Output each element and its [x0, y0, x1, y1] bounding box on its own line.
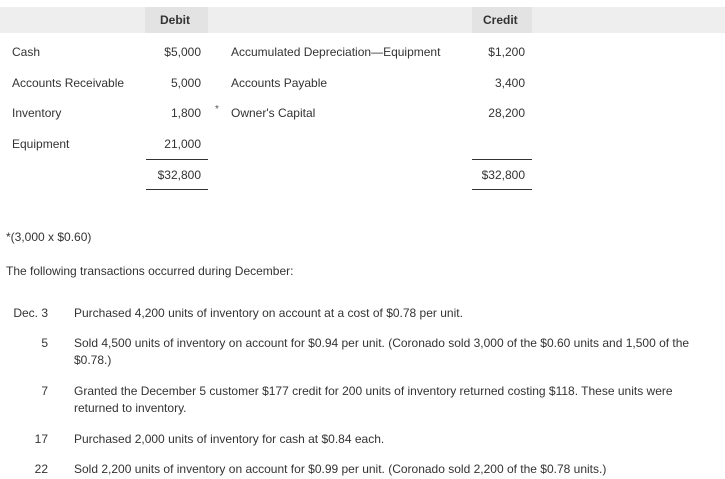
table-header-row	[0, 7, 725, 33]
transaction-text: Sold 2,200 units of inventory on account for $0.99 per unit. (Coronado sold 2,200 of the $0.78 units.)	[74, 462, 607, 476]
credit-total-rule-bottom	[472, 189, 532, 190]
footnote-marker: *	[215, 104, 219, 115]
credit-account-capital: Owner's Capital	[231, 106, 316, 120]
debit-amount-ar: 5,000	[170, 76, 201, 90]
transaction-text: Granted the December 5 customer $177 credit for 200 units of inventory returned costing $118. These units were returned to inventory.	[74, 384, 673, 415]
debit-amount-inventory: 1,800	[170, 106, 201, 120]
debit-amount-cash: $5,000	[164, 45, 201, 59]
credit-total: $32,800	[481, 168, 525, 182]
credit-total-rule-top	[472, 159, 532, 160]
debit-header: Debit	[160, 13, 190, 27]
debit-total-rule-bottom	[146, 189, 208, 190]
transaction-date: 22	[34, 462, 48, 476]
credit-amount-ap: 3,400	[494, 76, 525, 90]
credit-account-accum-dep: Accumulated Depreciation—Equipment	[231, 45, 441, 59]
credit-header: Credit	[483, 13, 518, 27]
transaction-date: 5	[41, 336, 48, 350]
transaction-date: Dec. 3	[13, 306, 48, 320]
debit-total: $32,800	[157, 168, 201, 182]
intro-text: The following transactions occurred during December:	[6, 264, 294, 278]
debit-amount-equipment: 21,000	[164, 137, 201, 151]
credit-amount-accum-dep: $1,200	[488, 45, 525, 59]
debit-account-inventory: Inventory	[12, 106, 62, 120]
footnote: *(3,000 x $0.60)	[6, 230, 92, 244]
transaction-date: 17	[34, 432, 48, 446]
transaction-text: Purchased 4,200 units of inventory on account at a cost of $0.78 per unit.	[74, 306, 463, 320]
credit-account-ap: Accounts Payable	[231, 76, 328, 90]
debit-account-equipment: Equipment	[12, 137, 70, 151]
debit-total-rule-top	[146, 159, 208, 160]
debit-account-ar: Accounts Receivable	[12, 76, 125, 90]
debit-account-cash: Cash	[12, 45, 41, 59]
transaction-text: Sold 4,500 units of inventory on account for $0.94 per unit. (Coronado sold 3,000 of the $0.60 units and 1,500 of the $0.78.)	[74, 336, 690, 367]
transaction-text: Purchased 2,000 units of inventory for cash at $0.84 each.	[74, 432, 385, 446]
transaction-date: 7	[41, 384, 48, 398]
credit-amount-capital: 28,200	[488, 106, 525, 120]
